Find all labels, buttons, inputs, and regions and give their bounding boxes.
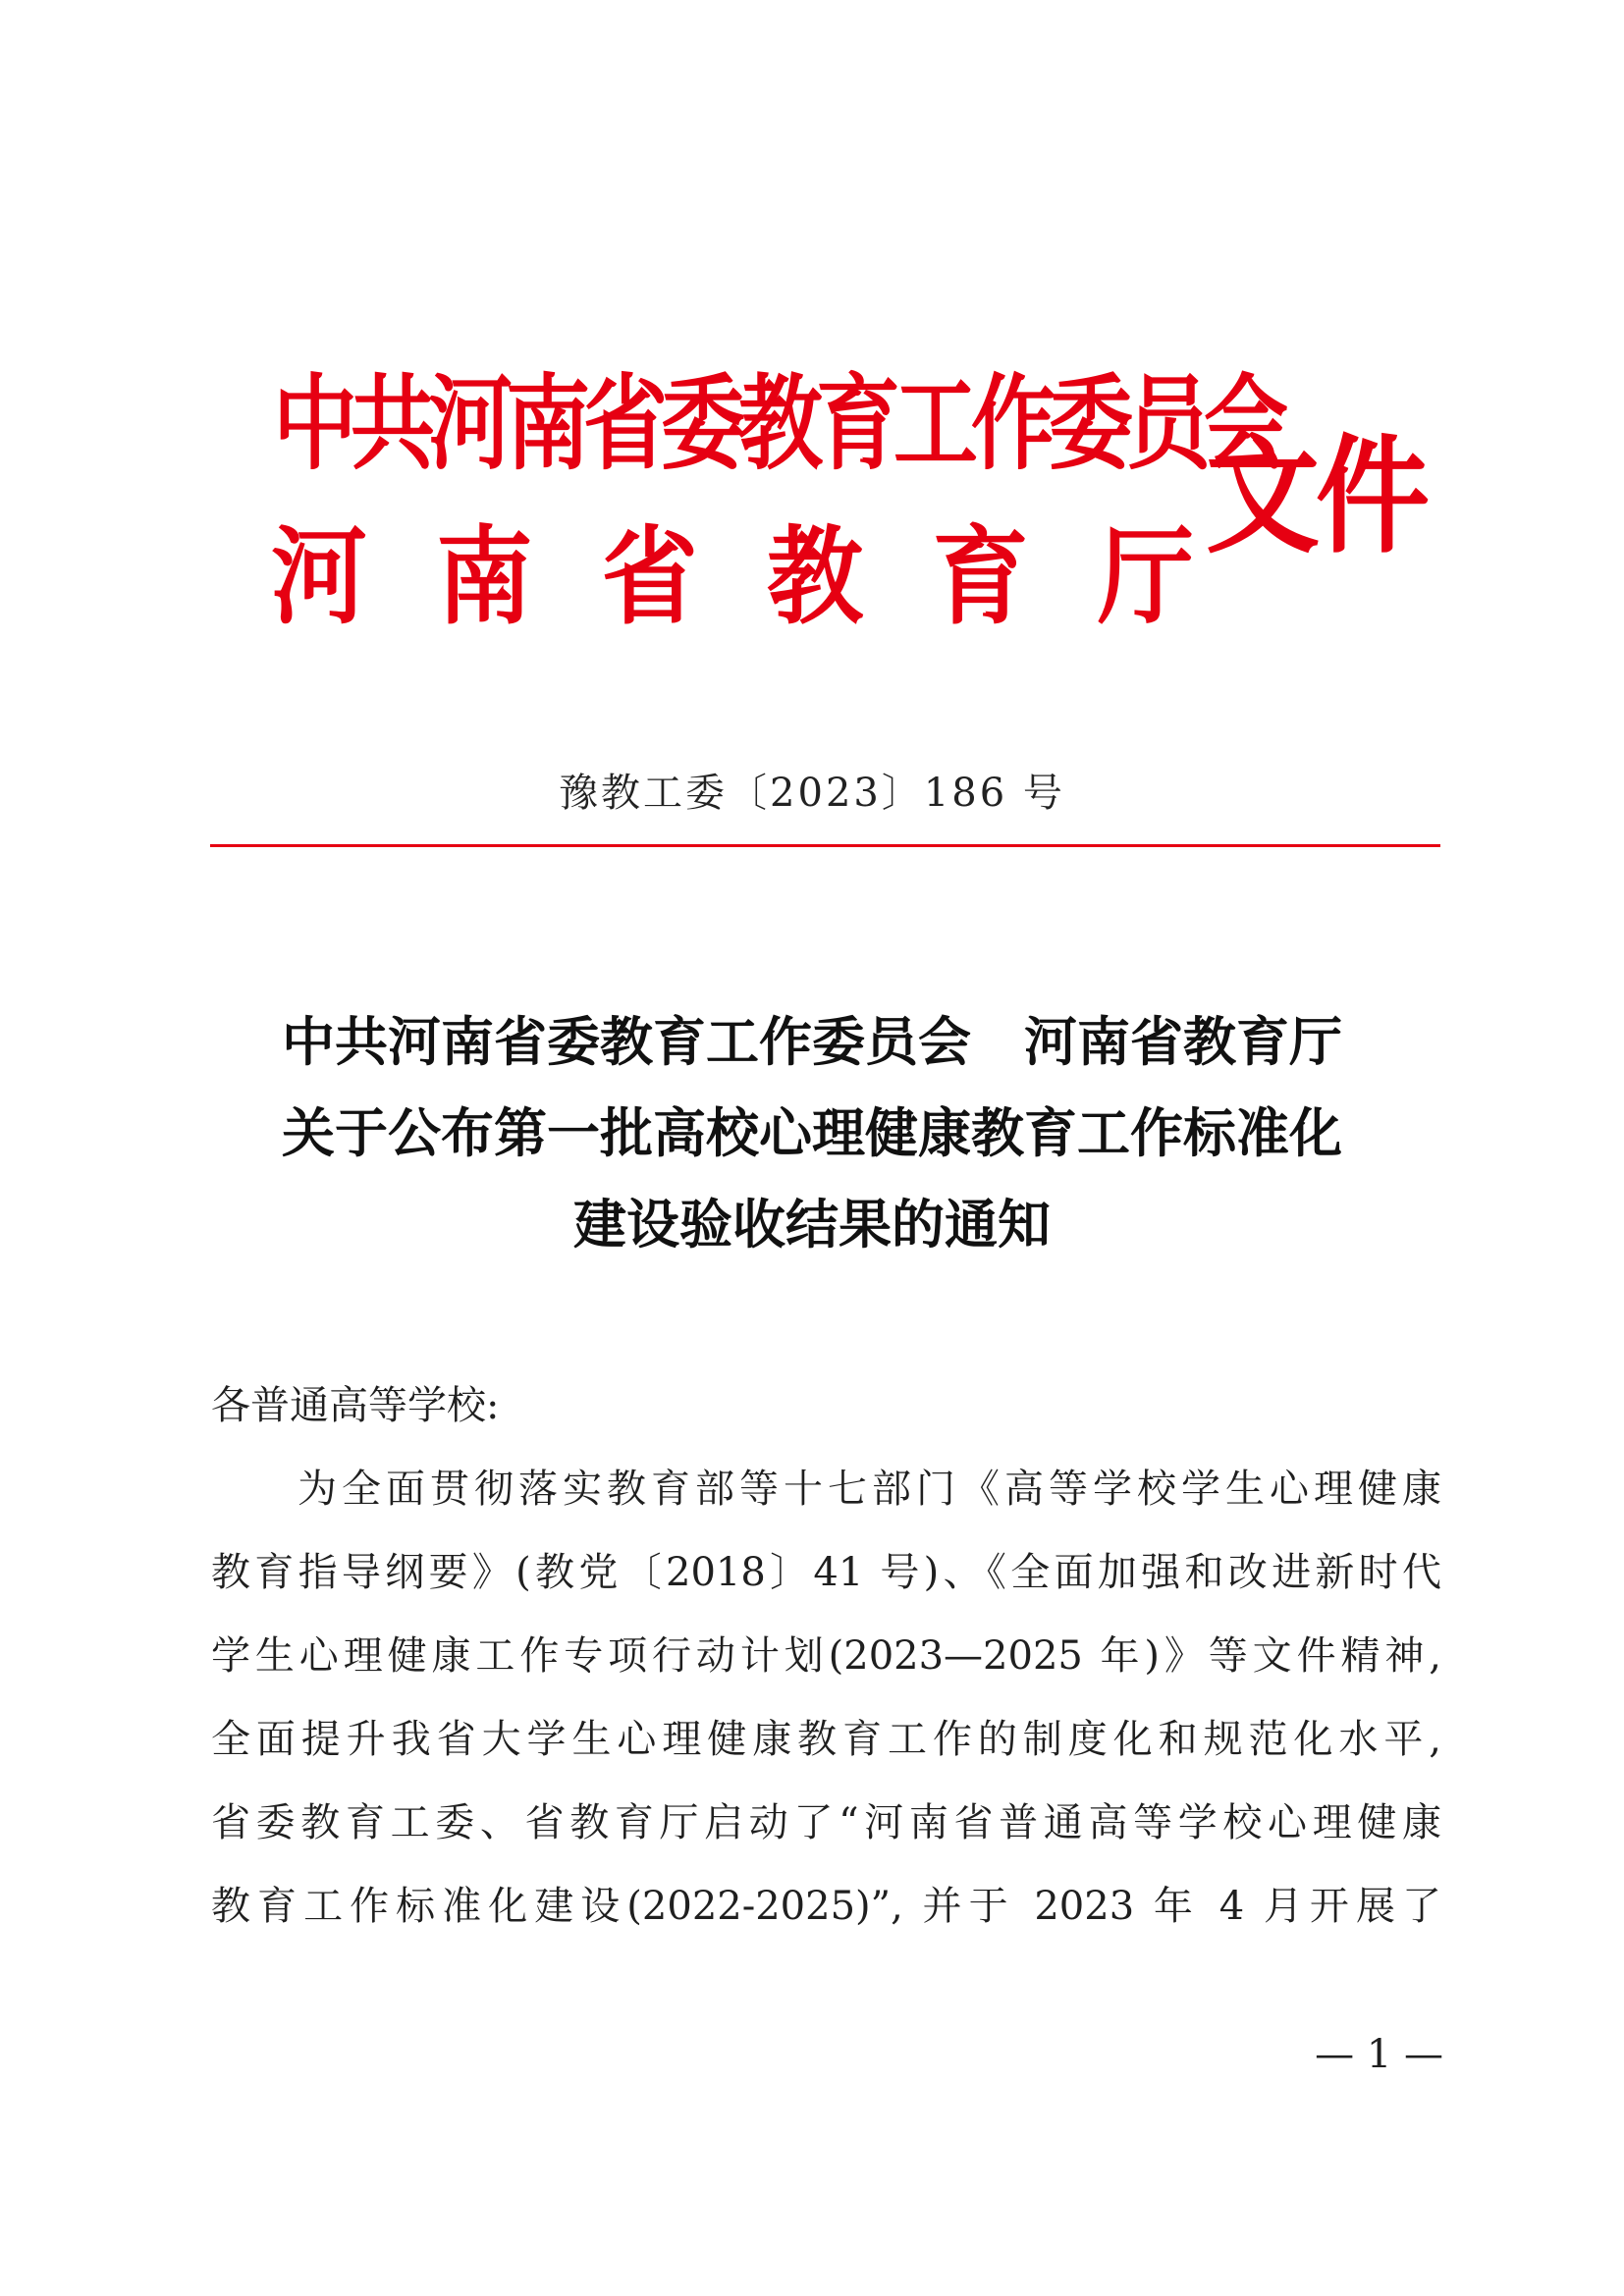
red-divider-line — [210, 844, 1440, 847]
header-issuer-char: 河 — [271, 516, 368, 640]
paragraph-line: 教育工作标准化建设(2022-2025)”, 并于 2023 年 4 月开展了 — [211, 1884, 1441, 1929]
document-number: 豫教工委〔2023〕186 号 — [559, 771, 1065, 816]
header-issuer-line2 — [271, 516, 1194, 640]
document-body — [211, 1364, 1441, 1949]
title-line: 中共河南省委教育工作委员会 河南省教育厅 — [282, 1010, 1342, 1073]
document-title — [0, 996, 1624, 1270]
paragraph-line: 教育指导纲要》(教党〔2018〕41 号)、《全面加强和改进新时代 — [211, 1550, 1441, 1595]
header-issuer-char: 省 — [601, 516, 698, 640]
header-document-suffix: 文件 — [1206, 422, 1426, 571]
header-issuer-line1: 中共河南省委教育工作委员会 — [273, 364, 1281, 485]
paragraph-line: 学生心理健康工作专项行动计划(2023—2025 年)》等文件精神, — [211, 1633, 1441, 1679]
title-line: 建设验收结果的通知 — [573, 1193, 1051, 1255]
header-issuer-char: 厅 — [1097, 516, 1194, 640]
header-issuer-char: 育 — [932, 516, 1029, 640]
paragraph-line: 全面提升我省大学生心理健康教育工作的制度化和规范化水平, — [211, 1717, 1441, 1762]
header-issuer-char: 南 — [436, 516, 533, 640]
paragraph-line: 省委教育工委、省教育厅启动了“河南省普通高等学校心理健康 — [211, 1800, 1441, 1845]
page-number: — 1 — — [1315, 2032, 1443, 2077]
header-issuer-char: 教 — [767, 516, 864, 640]
salutation: 各普通高等学校: — [211, 1383, 500, 1428]
paragraph-line: 为全面贯彻落实教育部等十七部门《高等学校学生心理健康 — [298, 1467, 1441, 1512]
title-line: 关于公布第一批高校心理健康教育工作标准化 — [282, 1101, 1342, 1164]
